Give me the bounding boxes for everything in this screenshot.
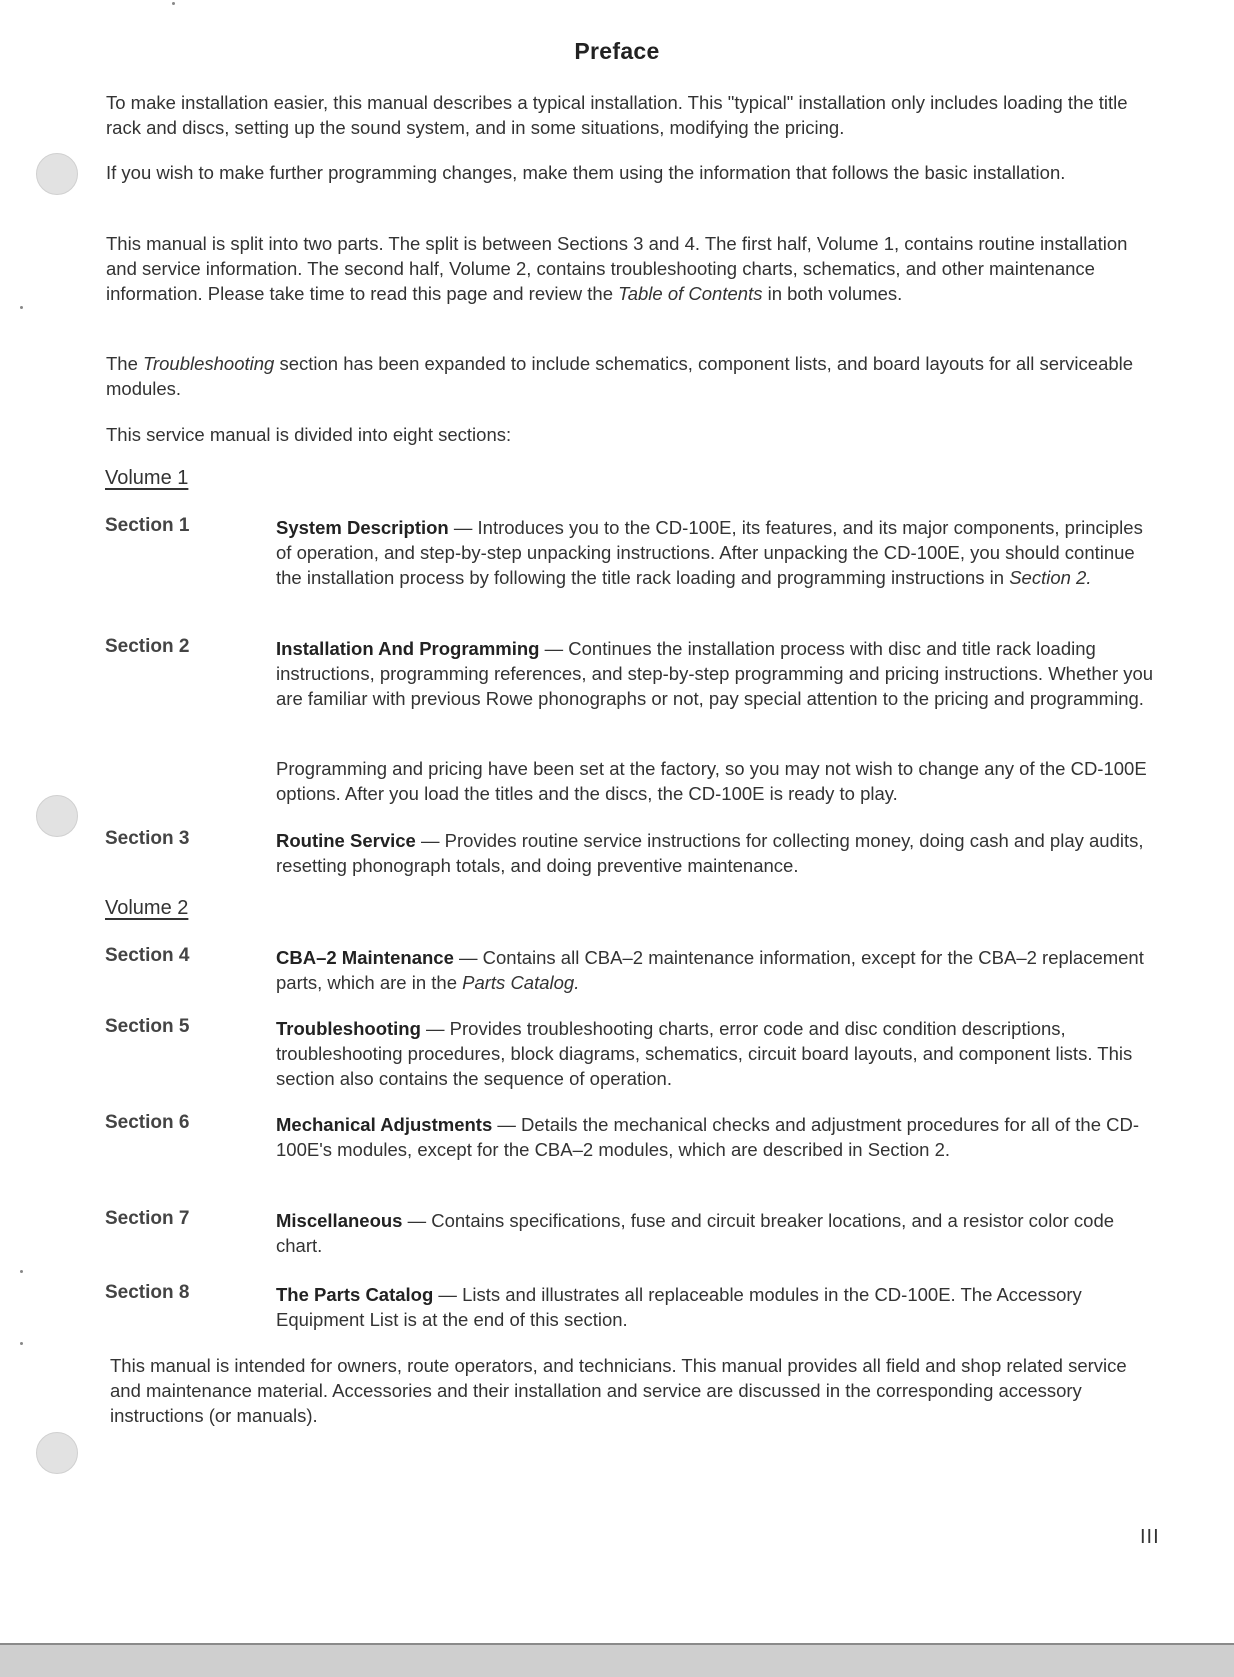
section-title: Mechanical Adjustments [276, 1114, 493, 1135]
section-description [276, 1112, 1156, 1162]
divided-paragraph: This service manual is divided into eight sections: [106, 424, 512, 445]
section-text: — Details the mechanical checks and adjustment procedures for all of the CD-100E's modules, except for the CBA–2 modules, which are described in Section 2. [276, 1114, 1140, 1160]
section-description [276, 1016, 1156, 1091]
scan-speck [172, 2, 175, 5]
scan-speck [20, 1270, 23, 1273]
section-text: — Introduces you to the CD-100E, its features, and its major components, principles of operation, and step-by-step unpacking instructions. After unpacking the CD-100E, you should continue the installation process by following the title rack loading and programming instructions in [276, 517, 1143, 588]
page-number: III [1140, 1526, 1160, 1548]
closing-paragraph: This manual is intended for owners, route operators, and technicians. This manual provides all field and shop related service and maintenance material. Accessories and their installation and service are discussed in the corresponding accessory instructions (or manuals). [110, 1355, 1127, 1426]
section-description [276, 828, 1156, 878]
ts-text: The [106, 353, 144, 374]
section-label: Section 8 [105, 1282, 190, 1303]
section-2-extra: Programming and pricing have been set at the factory, so you may not wish to change any of the CD-100E options. After you load the titles and the discs, the CD-100E is ready to play. [276, 758, 1147, 804]
split-italic: Table of Contents [618, 283, 763, 304]
scan-speck [20, 306, 23, 309]
section-title: Installation And Programming [276, 638, 540, 659]
section-description [276, 945, 1156, 995]
section-text: — Provides routine service instructions for collecting money, doing cash and play audits, resetting phonograph totals, and doing preventive maintenance. [276, 830, 1144, 876]
split-paragraph [106, 231, 1146, 306]
section-title: CBA–2 Maintenance [276, 947, 454, 968]
section-description [276, 1282, 1156, 1332]
section-description [276, 1208, 1156, 1258]
section-label: Section 3 [105, 828, 190, 849]
volume-1-heading: Volume 1 [105, 467, 189, 489]
section-text: — Contains all CBA–2 maintenance information, except for the CBA–2 replacement parts, which are in the [276, 947, 1144, 993]
intro-paragraph-2: If you wish to make further programming changes, make them using the information that follows the basic installation. [106, 162, 1066, 183]
volume-2-heading: Volume 2 [105, 897, 189, 919]
section-title: Routine Service [276, 830, 416, 851]
binder-hole [36, 1432, 78, 1474]
intro-paragraph-1: To make installation easier, this manual describes a typical installation. This "typical" installation only includes loading the title rack and discs, setting up the sound system, and in some situations, modifying the pricing. [106, 92, 1128, 138]
binder-hole [36, 795, 78, 837]
section-label: Section 6 [105, 1112, 190, 1133]
ts-text-after: section has been expanded to include schematics, component lists, and board layouts for all serviceable modules. [106, 353, 1134, 399]
scan-speck [20, 1342, 23, 1345]
section-title: Troubleshooting [276, 1018, 421, 1039]
section-title: System Description [276, 517, 449, 538]
section-label: Section 2 [105, 636, 190, 657]
split-text: This manual is split into two parts. The split is between Sections 3 and 4. The first half, Volume 1, contains routine installation and service information. The second half, Volume 2, contains troubleshooting charts, schematics, and other maintenance information. Please take time to read this page and review the [106, 233, 1128, 304]
section-text: — Contains specifications, fuse and circuit breaker locations, and a resistor color code chart. [276, 1210, 1115, 1256]
section-label: Section 4 [105, 945, 190, 966]
troubleshooting-paragraph [106, 351, 1146, 401]
section-label: Section 1 [105, 515, 190, 536]
split-text-after: in both volumes. [762, 283, 903, 304]
section-italic: Parts Catalog. [462, 972, 580, 993]
binder-hole [36, 153, 78, 195]
section-italic: Section 2. [1009, 567, 1092, 588]
section-label: Section 5 [105, 1016, 190, 1037]
section-text: — Continues the installation process with disc and title rack loading instructions, programming references, and step-by-step programming and pricing instructions. Whether you are familiar with previous Rowe phonographs or not, pay special attention to the pricing and programming. [276, 638, 1154, 709]
section-description [276, 636, 1156, 711]
page-title: Preface [574, 38, 660, 64]
section-label: Section 7 [105, 1208, 190, 1229]
section-text: — Provides troubleshooting charts, error code and disc condition descriptions, troubleshooting procedures, block diagrams, schematics, circuit board layouts, and component lists. This section also contains the sequence of operation. [276, 1018, 1133, 1089]
section-title: Miscellaneous [276, 1210, 403, 1231]
section-text: — Lists and illustrates all replaceable modules in the CD-100E. The Accessory Equipment List is at the end of this section. [276, 1284, 1082, 1330]
section-description [276, 515, 1156, 590]
ts-italic: Troubleshooting [143, 353, 275, 374]
section-title: The Parts Catalog [276, 1284, 434, 1305]
scan-edge-bar [0, 1643, 1234, 1677]
